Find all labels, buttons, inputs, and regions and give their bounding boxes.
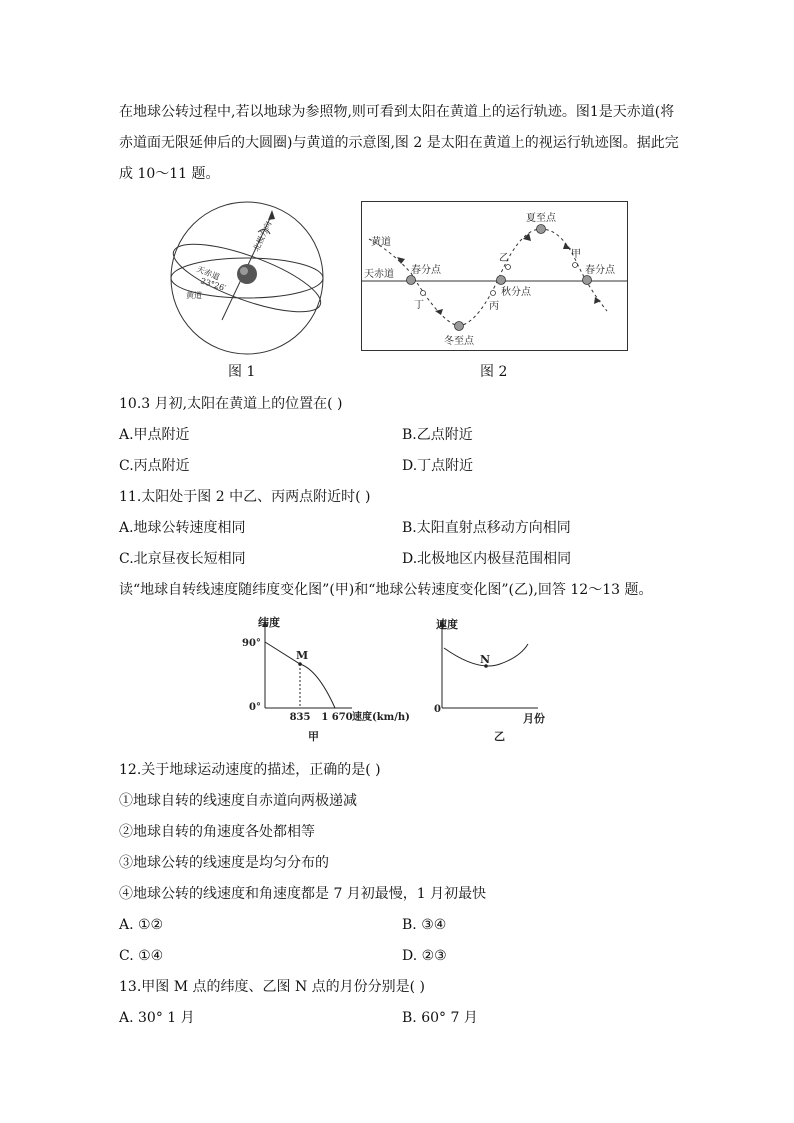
fig2-label-qiufen: 秋分点 [501,287,531,298]
fig1-label-huangdao: 黄道 [186,291,202,300]
q10-option-c[interactable]: C.丙点附近 [119,458,190,474]
chart-jia-ytick-top: 90° [242,638,261,649]
q11-option-a[interactable]: A.地球公转速度相同 [119,520,246,536]
chart-yi-caption: 乙 [494,730,505,743]
q12-option-a[interactable]: A. ①② [119,917,164,933]
q12-statement-3: ③地球公转的线速度是均匀分布的 [119,855,329,871]
chart-jia-caption: 甲 [308,730,319,743]
fig1-label-angle: 23°26′ [199,276,228,293]
chart-yi-xlabel: 月份 [523,712,545,725]
fig2-label-yi: 乙 [499,253,509,264]
q12-statement-2: ②地球自转的角速度各处都相等 [119,824,315,840]
chart-jia-xtick-835: 835 [289,712,311,723]
q12-stem: 12.关于地球运动速度的描述，正确的是( ) [119,762,381,778]
q12-statement-4: ④地球公转的线速度和角速度都是 7 月初最慢，1 月初最快 [119,886,487,902]
point-ding [421,291,426,296]
q10-option-d[interactable]: D.丁点附近 [402,458,474,474]
autumn-equinox-point [497,276,506,285]
q11-option-d[interactable]: D.北极地区内极昼范围相同 [402,551,572,567]
q11-stem: 11.太阳处于图 2 中乙、丙两点附近时( ) [119,489,371,505]
summer-solstice-point [537,225,546,234]
q12-option-d[interactable]: D. ②③ [402,948,447,964]
fig1-label-axis: 北极方向 [251,220,274,253]
chart-yi-point-n-label: N [480,653,491,666]
chart-jia-ytick-bottom: 0° [249,702,261,713]
fig2-label-huangdao: 黄道 [371,237,391,248]
chart-jia [240,612,415,744]
chart-jia-ylabel: 纬度 [258,616,280,629]
q10-option-a[interactable]: A.甲点附近 [119,427,190,443]
q10-stem: 10.3 月初,太阳在黄道上的位置在( ) [119,396,343,412]
fig1-label-tianchidao: 天赤道 [195,264,221,282]
chart-jia-point-m [298,662,302,666]
fig2-label-ding: 丁 [414,300,424,311]
chart-jia-xtick-1670: 1 670 [321,712,353,723]
chart-yi [428,612,563,744]
figure-1-caption: 图 1 [228,364,256,380]
fig2-label-bing: 丙 [489,301,499,312]
q11-option-c[interactable]: C.北京昼夜长短相同 [119,551,246,567]
fig2-label-xiazhi: 夏至点 [526,213,556,224]
point-jia [573,263,578,268]
q12-option-b[interactable]: B. ③④ [402,917,447,933]
chart-yi-ytick-zero: 0 [434,704,441,715]
q13-option-a[interactable]: A. 30° 1 月 [119,1010,195,1026]
spring-equinox-point-2 [583,276,592,285]
q12-option-c[interactable]: C. ①④ [119,948,164,964]
chart-jia-xlabel: 速度(km/h) [352,712,410,723]
point-yi [506,265,511,270]
fig2-label-jia: 甲 [571,249,581,260]
figure-2-ecliptic-track [361,201,629,352]
intro-paragraph: 在地球公转过程中,若以地球为参照物,则可看到太阳在黄道上的运行轨迹。图1是天赤道(将赤道面无限延伸后的大圆圈)与黄道的示意图,图 2 是太阳在黄道上的视运行轨迹图。据此完成 10～11 题。 [119,104,679,182]
chart-yi-ylabel: 速度 [436,618,458,631]
fig2-label-dongzhi: 冬至点 [444,336,474,347]
chart-jia-point-m-label: M [296,649,309,662]
q13-option-b[interactable]: B. 60° 7 月 [402,1010,478,1026]
fig2-label-chunfen1: 春分点 [411,265,441,276]
fig2-label-chunfen2: 春分点 [585,265,615,276]
point-bing [491,291,496,296]
axis-arrow [268,210,275,220]
earth-globe [237,264,257,284]
figure-2-caption: 图 2 [480,364,508,380]
read-instruction: 读“地球自转线速度随纬度变化图”(甲)和“地球公转速度变化图”(乙),回答 12～13 题。 [119,582,653,598]
figure-1-celestial-sphere [162,200,332,360]
winter-solstice-point [455,322,464,331]
spring-equinox-point-1 [407,276,416,285]
fig2-label-tianchidao: 天赤道 [364,269,394,280]
q13-stem: 13.甲图 M 点的纬度、乙图 N 点的月份分别是( ) [119,979,426,995]
q12-statement-1: ①地球自转的线速度自赤道向两极递减 [119,793,357,809]
q10-option-b[interactable]: B.乙点附近 [402,427,473,443]
ecliptic-curve [369,229,607,326]
q11-option-b[interactable]: B.太阳直射点移动方向相同 [402,520,571,536]
